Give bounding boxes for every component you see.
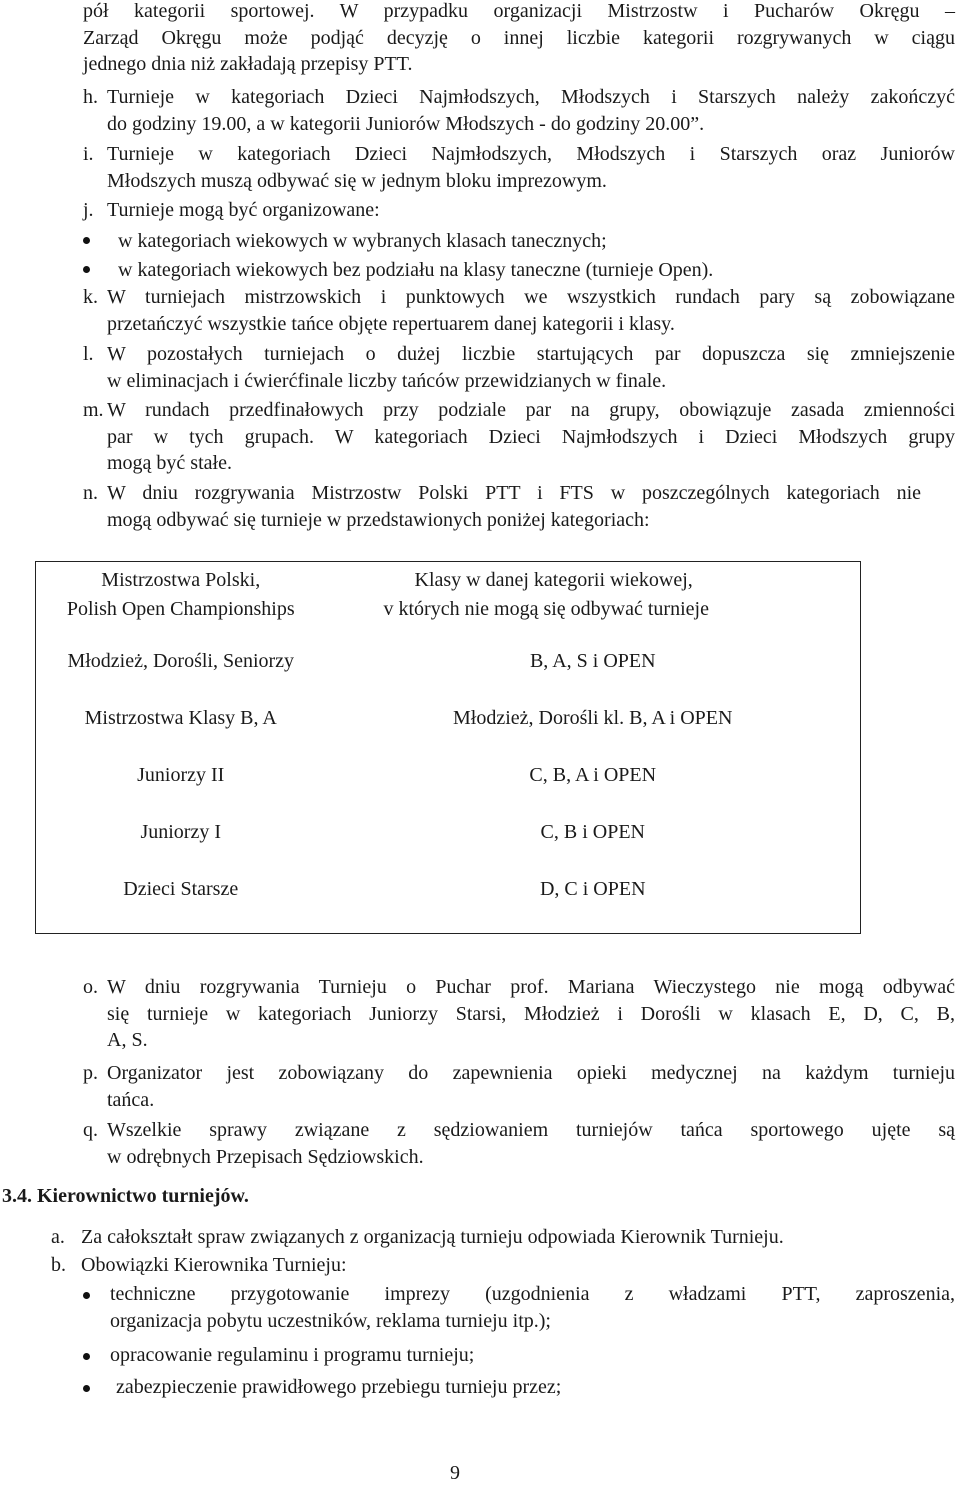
bullet-text: w kategoriach wiekowych w wybranych klasach tanecznych;	[118, 230, 607, 252]
bullet-icon	[83, 237, 90, 244]
table-cell: D, C i OPEN	[539, 877, 646, 900]
table-row	[36, 866, 861, 934]
text-line: Organizator jest zobowiązany do zapewnienia opieki medycznej na każdym turnieju	[107, 1062, 955, 1084]
section-heading: 3.4. Kierownictwo turniejów.	[2, 1185, 249, 1207]
item-label: q.	[83, 1119, 98, 1141]
item-label: o.	[83, 976, 98, 998]
bullet-text	[110, 1281, 955, 1334]
table-header-cell: Klasy w danej kategorii wiekowej, v których nie mogą się odbywać turnieje	[383, 569, 709, 620]
item-label: l.	[83, 343, 94, 365]
text-line: pół kategorii sportowej. W przypadku organizacji Mistrzostw i Pucharów Okręgu –	[83, 0, 955, 22]
table-row	[36, 752, 861, 809]
item-label: i.	[83, 143, 94, 165]
text-line: mogą być stałe.	[107, 452, 232, 474]
bullet-icon	[83, 1292, 90, 1299]
text-line: techniczne przygotowanie imprezy (uzgodnienia z władzami PTT, zaproszenia,	[110, 1283, 955, 1305]
text-line: w eliminacjach i ćwierćfinale liczby tańców przewidzianych w finale.	[107, 369, 667, 392]
text-line: Turnieje w kategoriach Dzieci Najmłodszych, Młodszych i Starszych należy zakończyć	[107, 86, 955, 108]
text-line: Turnieje w kategoriach Dzieci Najmłodszych, Młodszych i Starszych oraz Juniorów	[107, 143, 955, 165]
item-label: k.	[83, 286, 98, 308]
table-row	[36, 809, 861, 866]
text-line: w odrębnych Przepisach Sędziowskich.	[107, 1145, 424, 1168]
text-line: Za całokształt spraw związanych z organizacją turnieju odpowiada Kierownik Turnieju.	[81, 1226, 784, 1248]
page-number: 9	[450, 1462, 460, 1484]
bullet-icon	[83, 1385, 90, 1392]
bullet-icon	[83, 1353, 90, 1360]
table-cell: B, A, S i OPEN	[529, 649, 656, 672]
bullet-text: zabezpieczenie prawidłowego przebiegu turnieju przez;	[116, 1376, 562, 1398]
table-cell: Juniorzy II	[137, 763, 225, 786]
text-line: Zarząd Okręgu może podjąć decyzję o innej liczbie kategorii rozgrywanych w ciągu	[83, 26, 955, 49]
table-row	[36, 638, 861, 695]
bullet-text: w kategoriach wiekowych bez podziału na klasy taneczne (turnieje Open).	[118, 259, 714, 281]
text-line: organizacja pobytu uczestników, reklama turnieju itp.);	[110, 1309, 551, 1332]
item-label: p.	[83, 1062, 98, 1084]
text-line: Młodszych muszą odbywać się w jednym bloku imprezowym.	[107, 169, 607, 192]
text-line: W turniejach mistrzowskich i punktowych we wszystkich rundach pary są zobowiązane	[107, 286, 955, 308]
bullet-icon	[83, 266, 90, 273]
table-cell: Juniorzy I	[140, 820, 222, 843]
text-line: się turnieje w kategoriach Juniorzy Starsi, Młodzież i Dorośli w klasach E, D, C, B,	[107, 1002, 955, 1025]
text-line: Wszelkie sprawy związane z sędziowaniem turniejów tańca sportowego ujęte są	[107, 1119, 955, 1141]
bullet-text: opracowanie regulaminu i programu turnieju;	[110, 1344, 475, 1366]
continuation-paragraph	[83, 0, 955, 78]
text-line: tańca.	[107, 1088, 155, 1111]
text-line: przetańczyć wszystkie tańce objęte repertuarem danej kategorii i klasy.	[107, 312, 675, 335]
text-line: W pozostałych turniejach o dużej liczbie startujących par dopuszcza się zmniejszenie	[107, 343, 955, 365]
item-label: m.	[83, 399, 104, 421]
text-line: do godziny 19.00, a w kategorii Juniorów Młodszych - do godziny 20.00”.	[107, 112, 705, 135]
table-cell: Młodzież, Dorośli kl. B, A i OPEN	[453, 706, 733, 729]
item-label: a.	[51, 1226, 65, 1248]
item-label: j.	[83, 199, 94, 221]
text-line: mogą odbywać się turnieje w przedstawionych poniżej kategoriach:	[107, 508, 650, 531]
categories-table	[35, 561, 861, 934]
table-cell: Dzieci Starsze	[123, 877, 239, 900]
text-line: W dniu rozgrywania Turnieju o Puchar prof. Mariana Wieczystego nie mogą odbywać	[107, 976, 955, 998]
table-cell: C, B, A i OPEN	[529, 763, 657, 786]
table-header-cell: Mistrzostwa Polski, Polish Open Championships	[66, 569, 295, 620]
table-cell: Młodzież, Dorośli, Seniorzy	[67, 649, 295, 672]
text-line: W rundach przedfinałowych przy podziale par na grupy, obowiązuje zasada zmienności	[107, 399, 955, 421]
item-label: n.	[83, 482, 98, 504]
text-line: Obowiązki Kierownika Turnieju:	[81, 1254, 347, 1276]
text-line: W dniu rozgrywania Mistrzostw Polski PTT i FTS w poszczególnych kategoriach nie	[107, 482, 921, 504]
text-line: A, S.	[107, 1029, 148, 1051]
item-label: b.	[51, 1254, 66, 1276]
table-row	[36, 695, 861, 752]
text-line: Turnieje mogą być organizowane:	[107, 199, 380, 221]
table-cell: Mistrzostwa Klasy B, A	[84, 706, 277, 729]
text-line: jednego dnia niż zakładają przepisy PTT.	[83, 53, 413, 75]
table-header-row	[36, 562, 861, 638]
item-label: h.	[83, 86, 98, 108]
text-line: par w tych grupach. W kategoriach Dzieci Najmłodszych i Dzieci Młodszych grupy	[107, 425, 955, 448]
table-cell: C, B i OPEN	[540, 820, 645, 843]
